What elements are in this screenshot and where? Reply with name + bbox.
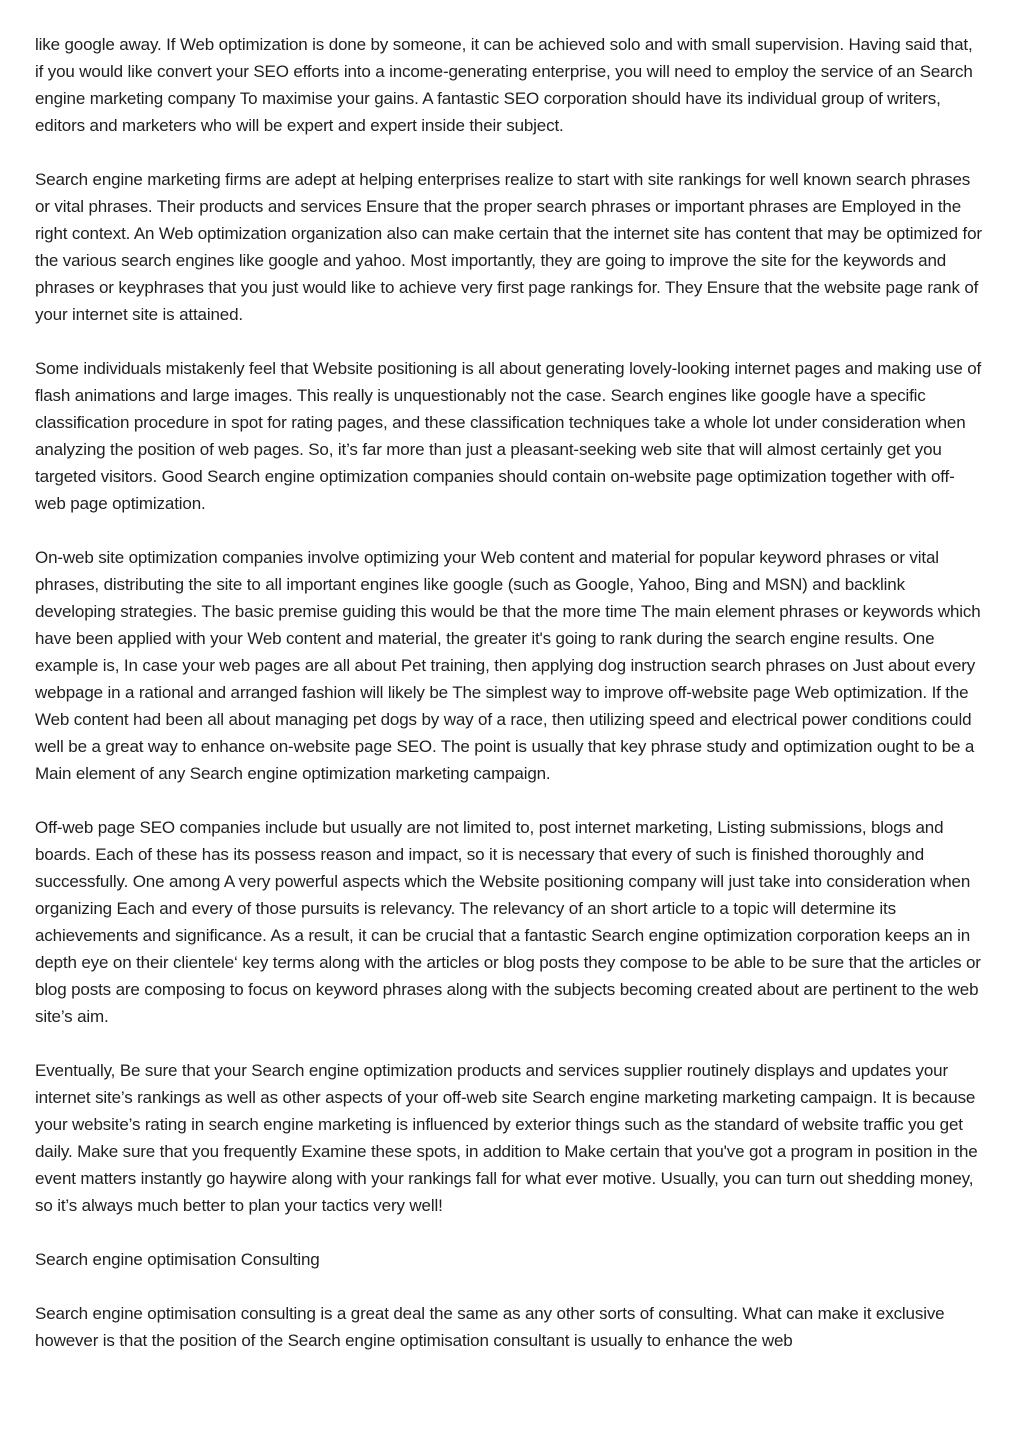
paragraph: like google away. If Web optimization is done by someone, it can be achieved solo and with small supervision. Having said that, if you would like convert your SEO efforts into a income-generating enterprise, you will need to employ the service of an Search engine marketing company To maximise your gains. A fantastic SEO corporation should have its individual group of writers, editors and marketers who will be expert and expert inside their subject. [35, 35, 973, 135]
paragraph: On-web site optimization companies involve optimizing your Web content and material for popular keyword phrases or vital phrases, distributing the site to all important engines like google (such as Google, Yahoo, Bing and MSN) and backlink developing strategies. The basic premise guiding this would be that the more time The main element phrases or keywords which have been applied with your Web content and material, the greater it's going to rank during the search engine results. One example is, In case your web pages are all about Pet training, then applying dog instruction search phrases on Just about every webpage in a rational and arranged fashion will likely be The simplest way to improve off-website page Web optimization. If the Web content had been all about managing pet dogs by way of a race, then utilizing speed and electrical power conditions could well be a great way to enhance on-website page SEO. The point is usually that key phrase study and optimization ought to be a Main element of any Search engine optimization marketing campaign. [35, 548, 981, 783]
paragraph: Search engine optimisation consulting is a great deal the same as any other sorts of consulting. What can make it exclusive however is that the position of the Search engine optimisation consultant is usually to enhance the web [35, 1304, 945, 1350]
paragraph: Search engine marketing firms are adept at helping enterprises realize to start with site rankings for well known search phrases or vital phrases. Their products and services Ensure that the proper search phrases or important phrases are Employed in the right context. An Web optimization organization also can make certain that the internet site has content that may be optimized for the various search engines like google and yahoo. Most importantly, they are going to improve the site for the keywords and phrases or keyphrases that you just would like to achieve very first page rankings for. They Ensure that the website page rank of your internet site is attained. [35, 170, 982, 324]
paragraph: Eventually, Be sure that your Search engine optimization products and services supplier routinely displays and updates your internet site’s rankings as well as other aspects of your off-web site Search engine marketing marketing campaign. It is because your website’s rating in search engine marketing is influenced by exterior things such as the standard of website traffic you get daily. Make sure that you frequently Examine these spots, in addition to Make certain that you've got a program in position in the event matters instantly go haywire along with your rankings fall for what ever motive. Usually, you can turn out shedding money, so it’s always much better to plan your tactics very well! [35, 1061, 978, 1215]
paragraph: Off-web page SEO companies include but usually are not limited to, post internet marketing, Listing submissions, blogs and boards. Each of these has its possess reason and impact, so it is necessary that every of such is finished thoroughly and successfully. One among A very powerful aspects which the Website positioning company will just take into consideration when organizing Each and every of those pursuits is relevancy. The relevancy of an short article to a topic will determine its achievements and significance. As a result, it can be crucial that a fantastic Search engine optimization corporation keeps an in depth eye on their clientele‘ key terms along with the articles or blog posts they compose to be able to be sure that the articles or blog posts are composing to focus on keyword phrases along with the subjects becoming created about are pertinent to the web site’s aim. [35, 818, 981, 1026]
section-heading: Search engine optimisation Consulting [35, 1250, 320, 1269]
paragraph: Some individuals mistakenly feel that Website positioning is all about generating lovely-looking internet pages and making use of flash animations and large images. This really is unquestionably not the case. Search engines like google have a specific classification procedure in spot for rating pages, and these classification techniques take a whole lot under consideration when analyzing the position of web pages. So, it’s far more than just a pleasant-seeking web site that will almost certainly get you targeted visitors. Good Search engine optimization companies should contain on-website page optimization together with off-web page optimization. [35, 359, 982, 513]
